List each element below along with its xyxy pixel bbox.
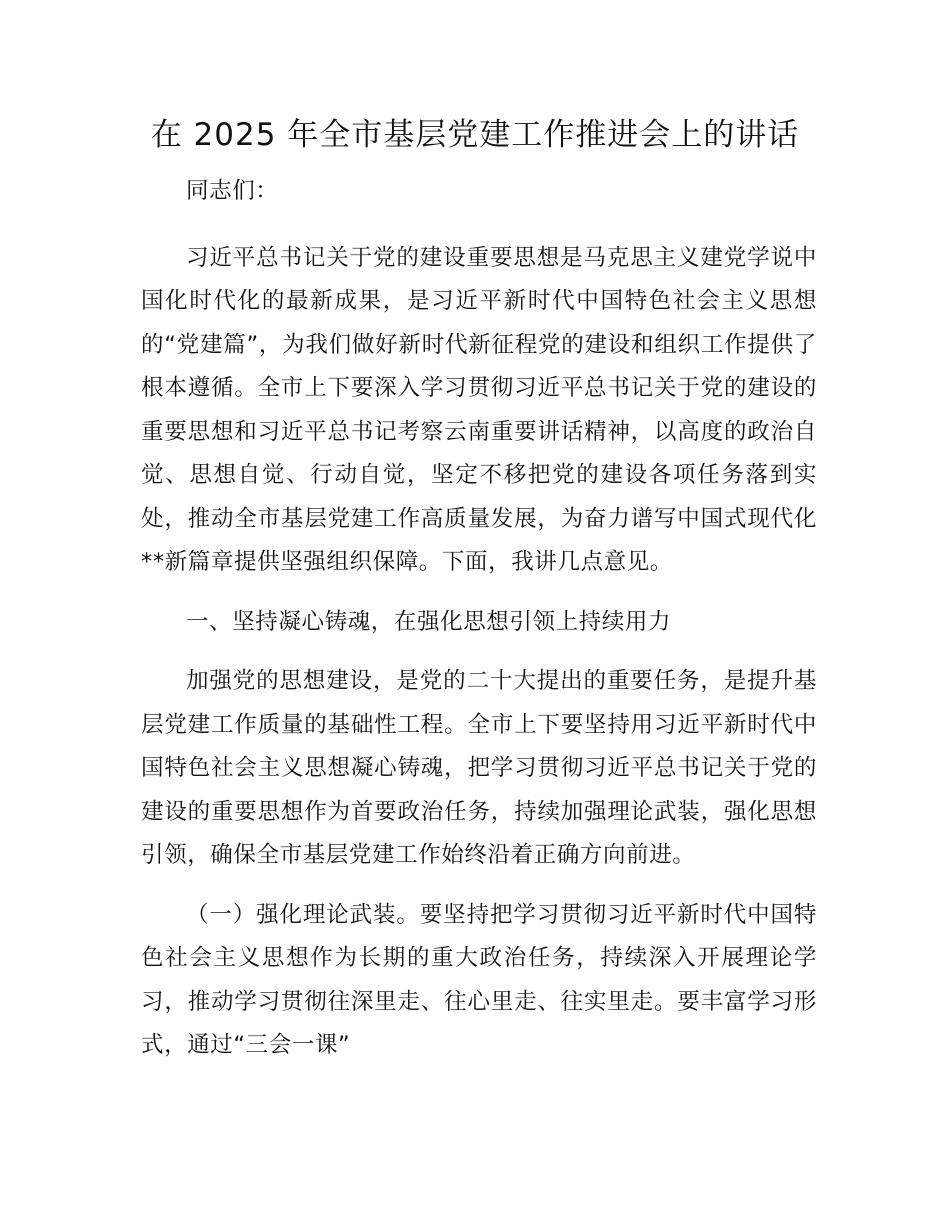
section-heading-1: 一、坚持凝心铸魂，在强化思想引领上持续用力 <box>186 608 672 635</box>
greeting: 同志们： <box>186 178 279 204</box>
paragraph-subsection-1: （一）强化理论武装。要坚持把学习贯彻习近平新时代中国特色社会主义思想作为长期的重大政治任务，持续深入开展理论学习，推动学习贯彻往深里走、往心里走、往实里走。要丰富学习形式，通过“三会一课” <box>141 901 817 1058</box>
document-title: 在 2025 年全市基层党建工作推进会上的讲话 <box>150 117 800 153</box>
document-body <box>141 170 817 1068</box>
paragraph-section-1: 加强党的思想建设，是党的二十大提出的重要任务，是提升基层党建工作质量的基础性工程。全市上下要坚持用习近平新时代中国特色社会主义思想凝心铸魂，把学习贯彻习近平总书记关于党的建设的重要思想作为首要政治任务，持续加强理论武装，强化思想引领，确保全市基层党建工作始终沿着正确方向前进。 <box>141 668 817 868</box>
paragraph-intro: 习近平总书记关于党的建设重要思想是马克思主义建党学说中国化时代化的最新成果，是习近平新时代中国特色社会主义思想的“党建篇”，为我们做好新时代新征程党的建设和组织工作提供了根本遵循。全市上下要深入学习贯彻习近平总书记关于党的建设的重要思想和习近平总书记考察云南重要讲话精神，以高度的政治自觉、思想自觉、行动自觉，坚定不移把党的建设各项任务落到实处，推动全市基层党建工作高质量发展，为奋力谱写中国式现代化**新篇章提供坚强组织保障。下面，我讲几点意见。 <box>141 244 817 575</box>
